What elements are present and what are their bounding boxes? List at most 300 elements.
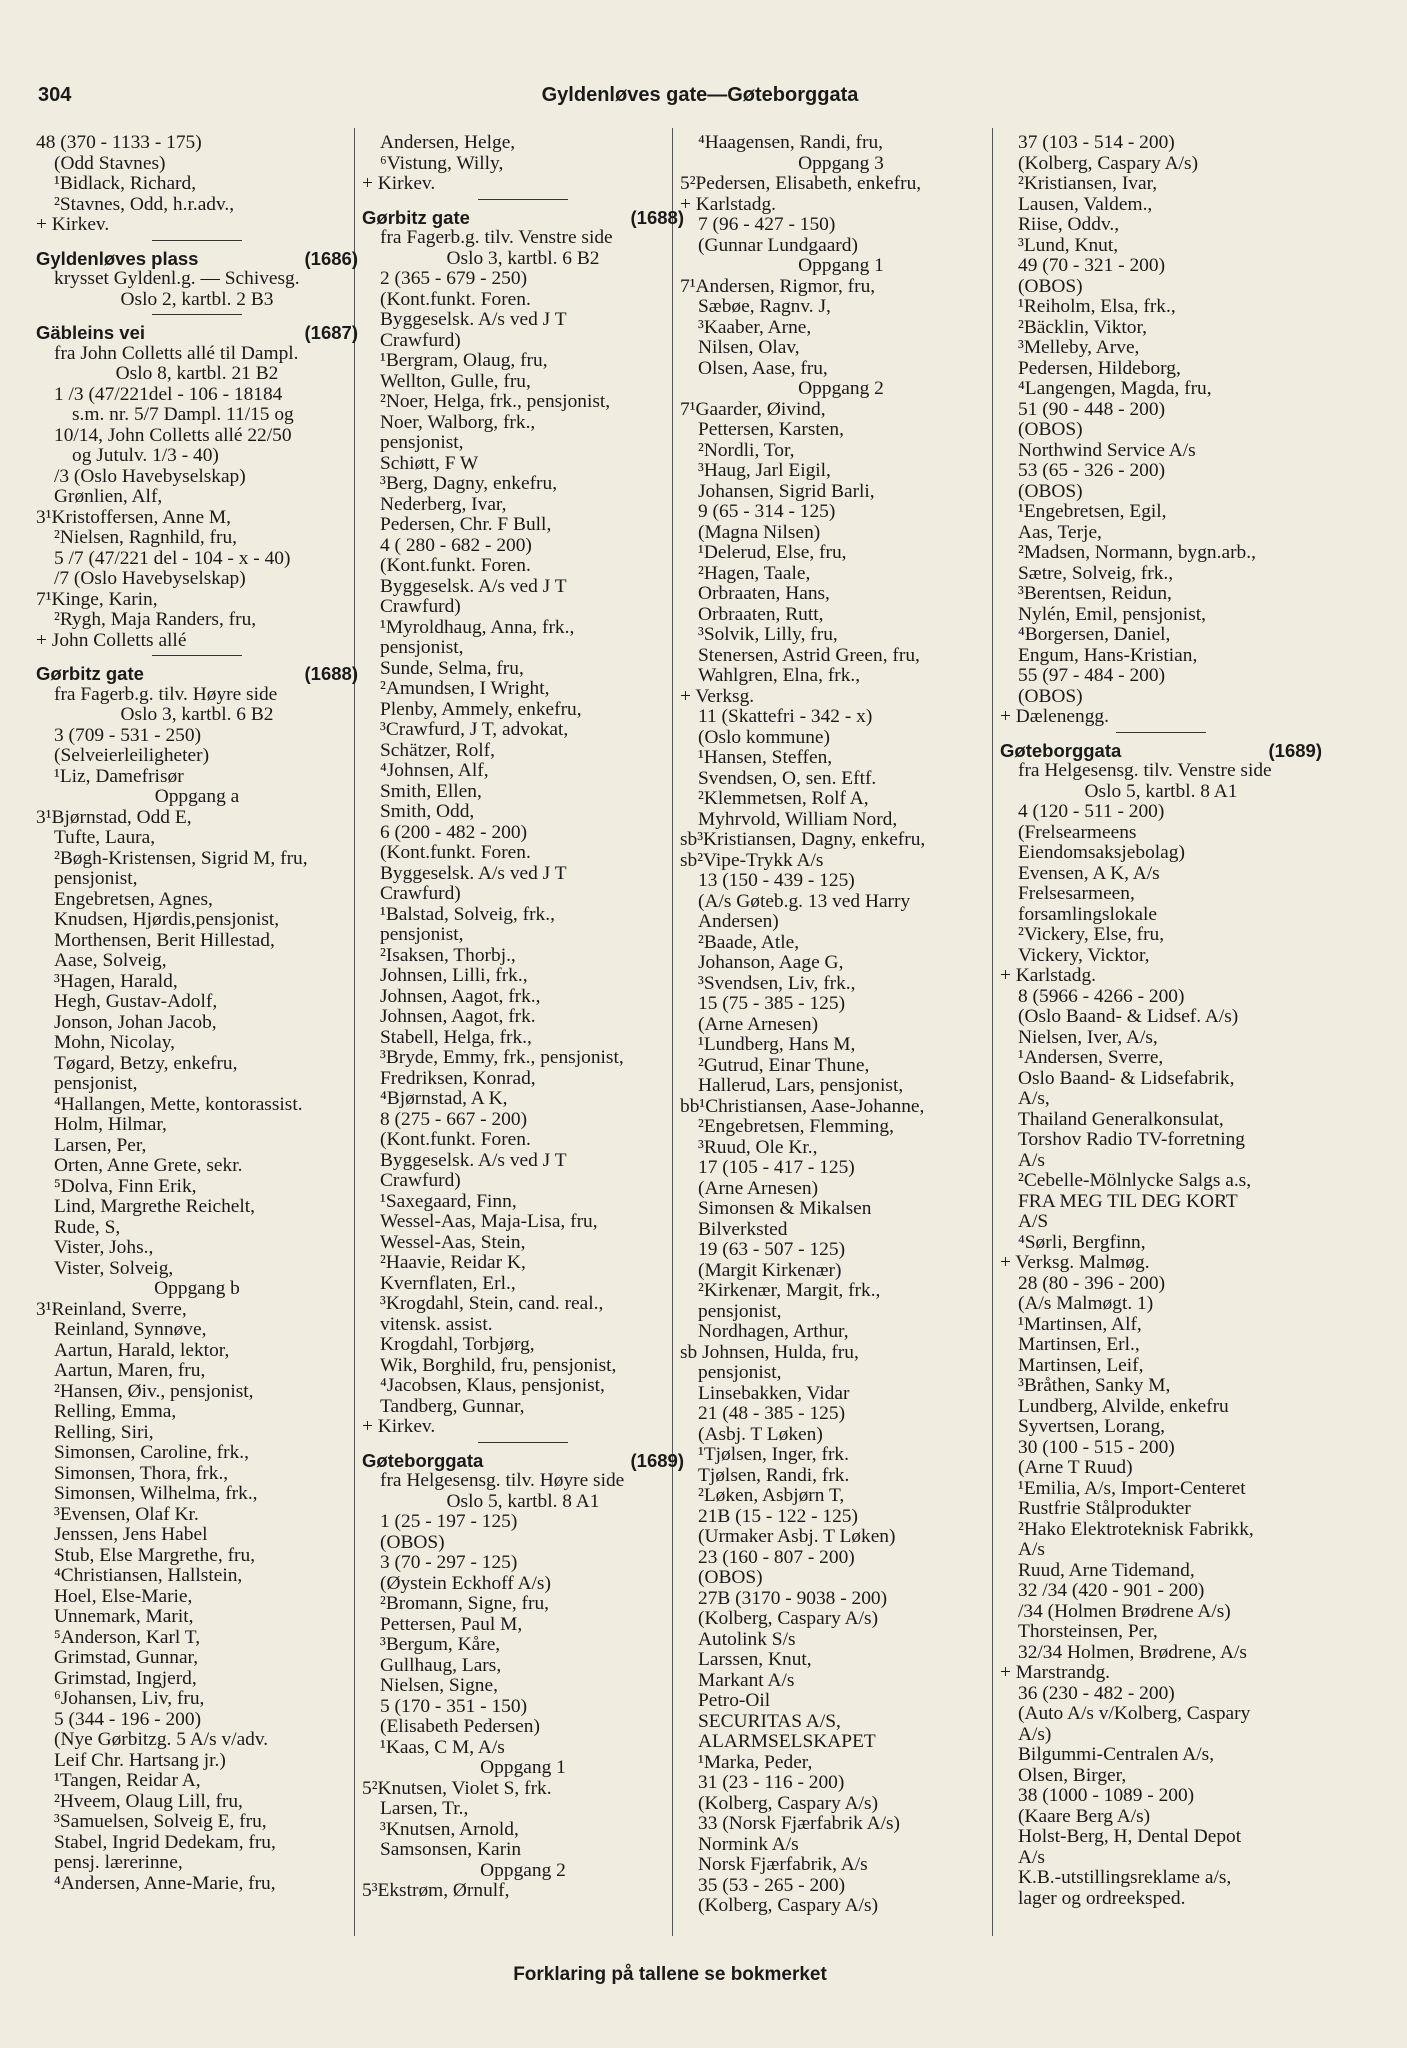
directory-line: ¹Lundberg, Hans M, [698,1034,856,1055]
directory-line: 51 (90 - 448 - 200) [1018,398,1166,420]
directory-line: Torshov Radio TV-forretning [1018,1129,1245,1150]
directory-line: Johnsen, Aagot, frk. [380,1006,536,1027]
directory-line: ⁴Bjørnstad, A K, [380,1088,508,1109]
street-name: Gøteborggata [362,1449,484,1471]
directory-line: ¹Martinsen, Alf, [1018,1313,1142,1335]
directory-line: 7¹Gaarder, Øivind, [680,398,826,420]
directory-line: 11 (Skattefri - 342 - x) [698,706,873,727]
directory-line: ¹Myroldhaug, Anna, frk., [380,616,575,638]
street-heading [36,664,358,685]
directory-line: Svendsen, O, sen. Eftf. [698,767,877,789]
directory-line: ²Madsen, Normann, bygn.arb., [1018,542,1256,563]
directory-line: ²Baade, Atle, [698,931,800,953]
directory-line: ³Evensen, Olaf Kr. [54,1503,199,1525]
directory-line: og Jutulv. 1/3 - 40) [72,445,219,466]
directory-line: (Kont.funkt. Foren. [380,842,531,863]
directory-line: Simonsen, Caroline, frk., [54,1442,249,1463]
directory-line: 13 (150 - 439 - 125) [698,870,855,891]
directory-line: ²Kristiansen, Ivar, [1018,173,1158,194]
directory-line: Oppgang a [154,786,240,807]
directory-line: Byggeselsk. A/s ved J T [380,862,567,884]
directory-line: 31 (23 - 116 - 200) [698,1772,845,1793]
directory-line: Myhrvold, William Nord, [698,808,898,830]
street-number: (1689) [630,1449,684,1471]
directory-line: fra Fagerb.g. tilv. Høyre side [54,683,278,705]
street-name: Gøteborggata [1000,739,1122,761]
directory-line: 3¹Bjørnstad, Odd E, [36,806,192,828]
directory-line: 23 (160 - 807 - 200) [698,1546,855,1568]
directory-line: Oslo 2, kartbl. 2 B3 [120,288,274,310]
directory-line: Martinsen, Erl., [1018,1334,1140,1355]
directory-line: (Kont.funkt. Foren. [380,1129,531,1150]
directory-line: Unnemark, Marit, [54,1606,194,1627]
directory-line: (Magna Nilsen) [698,521,821,543]
directory-line: (OBOS) [380,1531,445,1553]
directory-line: Oppgang 3 [798,152,884,174]
directory-line: + John Colletts allé [36,629,187,651]
directory-line: ³Kaaber, Arne, [698,316,812,338]
directory-line: 4 (120 - 511 - 200) [1018,801,1165,822]
directory-line: 32 /34 (420 - 901 - 200) [1018,1580,1205,1601]
directory-line: ¹Tangen, Reidar A, [54,1770,201,1791]
directory-line: Ruud, Arne Tidemand, [1018,1559,1195,1581]
directory-line: (Nye Gørbitzg. 5 A/s v/adv. [54,1729,269,1750]
directory-line: Morthensen, Berit Hillestad, [54,929,275,951]
directory-line: Byggeselsk. A/s ved J T [380,1149,567,1171]
directory-line: Orbraaten, Rutt, [698,603,824,625]
directory-line: pensjonist, [698,1300,782,1322]
directory-line: Wik, Borghild, fru, pensjonist, [380,1354,617,1376]
directory-line: 1 /3 (47/221del - 106 - 18184 [54,383,283,405]
directory-line: 55 (97 - 484 - 200) [1018,665,1166,686]
directory-line: Pettersen, Paul M, [380,1613,523,1635]
directory-line: Simonsen, Wilhelma, frk., [54,1483,258,1504]
directory-line: ³Crawfurd, J T, advokat, [380,719,569,740]
directory-line: 7 (96 - 427 - 150) [698,214,836,235]
directory-line: 2 (365 - 679 - 250) [380,268,528,289]
directory-line: Tjølsen, Randi, frk. [698,1464,850,1486]
directory-line: (Odd Stavnes) [54,152,166,174]
directory-column-1 [36,133,358,1968]
directory-line: Oppgang 1 [798,255,884,276]
directory-line: Johnsen, Lilli, frk., [380,965,528,986]
directory-line: Orten, Anne Grete, sekr. [54,1155,243,1176]
directory-line: Pedersen, Chr. F Bull, [380,514,552,535]
directory-line: (Frelsearmeens [1018,821,1137,843]
directory-line: + Marstrandg. [1000,1662,1111,1683]
directory-line: fra Helgesensg. tilv. Høyre side [380,1470,625,1491]
directory-line: Sunde, Selma, fru, [380,657,524,679]
directory-line: + Kirkev. [362,173,436,194]
directory-line: Stenersen, Astrid Green, fru, [698,644,920,666]
directory-line: Hegh, Gustav-Adolf, [54,991,218,1012]
directory-line: 37 (103 - 514 - 200) [1018,133,1175,153]
directory-line: Thailand Generalkonsulat, [1018,1108,1224,1130]
directory-line: ²Cebelle-Mölnlycke Salgs a.s, [1018,1170,1252,1191]
directory-line: ³Bergum, Kåre, [380,1634,501,1655]
directory-line: (Arne T Ruud) [1018,1457,1133,1478]
section-divider [152,314,242,315]
directory-line: ³Hagen, Harald, [54,970,178,992]
directory-line: Smith, Odd, [380,801,475,822]
directory-line: 8 (275 - 667 - 200) [380,1108,528,1130]
directory-line: Tufte, Laura, [54,827,156,848]
directory-line: Larssen, Knut, [698,1649,812,1670]
directory-line: (OBOS) [1018,480,1083,502]
directory-line: Grimstad, Gunnar, [54,1647,199,1668]
directory-line: 17 (105 - 417 - 125) [698,1157,855,1178]
directory-line: Knudsen, Hjørdis,pensjonist, [54,909,280,930]
directory-line: A/s [1018,1846,1045,1868]
directory-line: Crawfurd) [380,1170,461,1191]
directory-line: Hoel, Else-Marie, [54,1585,193,1607]
street-heading [362,208,684,229]
directory-line: ⁴Andersen, Anne-Marie, fru, [54,1872,276,1894]
directory-line: 5²Knutsen, Violet S, frk. [362,1777,552,1799]
directory-line: 4 ( 280 - 682 - 200) [380,534,532,556]
directory-line: 53 (65 - 326 - 200) [1018,460,1166,481]
directory-line: 6 (200 - 482 - 200) [380,821,528,843]
directory-line: Oslo 5, kartbl. 8 A1 [446,1490,600,1512]
street-heading [362,1451,684,1472]
directory-line: (Kaare Berg A/s) [1018,1805,1151,1827]
directory-line: ⁴Sørli, Bergfinn, [1018,1231,1146,1253]
directory-line: 7¹Kinge, Karin, [36,588,158,610]
street-name: Gyldenløves plass [36,247,199,269]
directory-line: + Karlstadg. [680,193,777,215]
directory-line: ²Bromann, Signe, fru, [380,1593,549,1614]
directory-line: Petro-Oil [698,1690,771,1711]
directory-line: ¹Engebretsen, Egil, [1018,501,1167,522]
directory-line: Engum, Hans-Kristian, [1018,644,1198,666]
directory-line: Normink A/s [698,1833,799,1855]
directory-line: 27B (3170 - 9038 - 200) [698,1587,888,1609]
footer-note: Forklaring på tallene se bokmerket [513,1964,827,1985]
directory-line: Nielsen, Iver, A/s, [1018,1026,1158,1048]
directory-line: ²Isaksen, Thorbj., [380,944,516,966]
directory-line: pensjonist, [54,868,138,889]
directory-line: Bilgummi-Centralen A/s, [1018,1744,1215,1765]
directory-line: sb³Kristiansen, Dagny, enkefru, [680,829,926,850]
directory-line: Oslo 8, kartbl. 21 B2 [115,363,279,384]
directory-line: + Verksg. Malmøg. [1000,1252,1150,1273]
directory-line: 49 (70 - 321 - 200) [1018,255,1166,276]
directory-line: ²Stavnes, Odd, h.r.adv., [54,193,235,215]
directory-line: Johnsen, Aagot, frk., [380,985,541,1007]
directory-line: Andersen, Helge, [380,133,516,153]
directory-line: 3¹Kristoffersen, Anne M, [36,506,232,528]
directory-line: ³Solvik, Lilly, fru, [698,624,838,645]
directory-line: Samsonsen, Karin [380,1839,522,1860]
directory-line: Tøgard, Betzy, enkefru, [54,1052,238,1074]
directory-line: ⁴Borgersen, Daniel, [1018,624,1171,645]
section-divider [152,240,242,241]
directory-line: Nordhagen, Arthur, [698,1321,849,1342]
directory-line: Larsen, Tr., [380,1798,469,1819]
directory-line: (OBOS) [1018,419,1083,440]
directory-line: Simonsen & Mikalsen [698,1198,872,1219]
directory-line: fra Fagerb.g. tilv. Venstre side [380,227,613,248]
directory-line: (Margit Kirkenær) [698,1259,842,1281]
directory-line: Smith, Ellen, [380,780,482,802]
directory-line: Oppgang 2 [480,1859,566,1881]
directory-line: ²Kirkenær, Margit, frk., [698,1280,881,1301]
directory-line: ²Hveem, Olaug Lill, fru, [54,1790,243,1812]
directory-column-4 [1000,133,1322,1968]
directory-line: (Kont.funkt. Foren. [380,555,531,576]
directory-line: Andersen) [698,911,779,932]
directory-line: 7¹Andersen, Rigmor, fru, [680,275,876,297]
directory-line: + Kirkev. [36,214,110,235]
directory-line: ¹Hansen, Steffen, [698,747,833,768]
directory-line: SECURITAS A/S, [698,1710,841,1732]
directory-line: ⁴Jacobsen, Klaus, pensjonist, [380,1375,605,1396]
directory-line: + Karlstadg. [1000,965,1097,986]
street-number: (1688) [304,663,358,684]
directory-line: (Arne Arnesen) [698,1013,819,1035]
directory-line: /34 (Holmen Brødrene A/s) [1018,1600,1231,1622]
directory-line: Eiendomsaksjebolag) [1018,842,1185,863]
directory-line: pensj. lærerinne, [54,1852,183,1873]
directory-line: Oslo 5, kartbl. 8 A1 [1084,780,1238,802]
directory-line: Oppgang 2 [798,378,884,399]
directory-line: Grønlien, Alf, [54,486,163,507]
section-divider [478,199,568,200]
directory-line: ¹Liz, Damefrisør [54,765,184,787]
directory-line: fra John Colletts allé til Dampl. [54,342,299,364]
directory-line: Olsen, Aase, fru, [698,357,828,379]
directory-line: (Asbj. T Løken) [698,1423,823,1445]
directory-line: Byggeselsk. A/s ved J T [380,309,567,330]
directory-line: sb²Vipe-Trykk A/s [680,849,824,871]
running-head: Gyldenløves gate—Gøteborggata [541,84,859,106]
directory-line: 33 (Norsk Fjærfabrik A/s) [698,1813,900,1834]
directory-line: 15 (75 - 385 - 125) [698,993,846,1014]
directory-line: ²Nielsen, Ragnhild, fru, [54,527,237,548]
directory-line: Rude, S, [54,1216,121,1238]
directory-line: ⁶Johansen, Liv, fru, [54,1688,205,1709]
directory-line: 21B (15 - 122 - 125) [698,1505,858,1527]
directory-line: (Kolberg, Caspary A/s) [1018,152,1199,174]
directory-line: Engebretsen, Agnes, [54,888,213,910]
directory-line: 5 (170 - 351 - 150) [380,1695,528,1717]
directory-line: ²Gutrud, Einar Thune, [698,1054,870,1076]
directory-line: krysset Gyldenl.g. — Schivesg. [54,268,300,289]
directory-line: Orbraaten, Hans, [698,583,830,604]
directory-line: Krogdahl, Torbjørg, [380,1334,535,1355]
directory-line: Jonson, Johan Jacob, [54,1011,217,1033]
directory-line: Stabell, Helga, frk., [380,1026,532,1048]
directory-line: ²Vickery, Else, fru, [1018,924,1165,945]
directory-line: Aas, Terje, [1018,521,1102,543]
directory-line: ¹Emilia, A/s, Import-Centeret [1018,1477,1246,1499]
directory-line: 3 (70 - 297 - 125) [380,1552,518,1573]
street-heading [36,323,358,344]
directory-line: 3¹Reinland, Sverre, [36,1298,187,1320]
directory-line: Simonsen, Thora, frk., [54,1462,229,1484]
directory-line: (Oslo kommune) [698,726,830,748]
directory-line: Bilverksted [698,1218,788,1240]
directory-line: 28 (80 - 396 - 200) [1018,1272,1166,1294]
directory-line: Nederberg, Ivar, [380,493,507,515]
directory-line: ²Hansen, Øiv., pensjonist, [54,1380,254,1402]
directory-line: ¹Marka, Peder, [698,1751,813,1773]
directory-line: ³Berg, Dagny, enkefru, [380,473,558,494]
directory-line: Rustfrie Stålprodukter [1018,1498,1191,1519]
directory-line: Byggeselsk. A/s ved J T [380,575,567,597]
directory-line: ¹Saxegaard, Finn, [380,1190,517,1212]
directory-line: ²Rygh, Maja Randers, fru, [54,609,257,630]
directory-line: Nylén, Emil, pensjonist, [1018,603,1206,625]
directory-line: 38 (1000 - 1089 - 200) [1018,1785,1195,1806]
directory-line: ⁶Vistung, Willy, [380,152,504,174]
directory-line: ²Hagen, Taale, [698,562,811,584]
directory-line: Wessel-Aas, Stein, [380,1231,526,1253]
directory-line: ³Haug, Jarl Eigil, [698,460,831,481]
directory-line: Riise, Oddv., [1018,214,1120,235]
directory-line: ²Noer, Helga, frk., pensjonist, [380,391,611,412]
directory-line: Wessel-Aas, Maja-Lisa, fru, [380,1211,598,1232]
street-heading [1000,741,1322,762]
section-divider [1116,732,1206,733]
directory-line: (Øystein Eckhoff A/s) [380,1572,551,1594]
directory-line: Lundberg, Alvilde, enkefru [1018,1395,1229,1417]
directory-line: Crawfurd) [380,329,461,351]
directory-line: (Arne Arnesen) [698,1177,819,1199]
directory-line: (Kolberg, Caspary A/s) [698,1792,879,1814]
directory-line: ²Bøgh-Kristensen, Sigrid M, fru, [54,847,308,869]
directory-line: Stub, Else Margrethe, fru, [54,1544,256,1566]
directory-line: ³Svendsen, Liv, frk., [698,972,856,994]
page-number: 304 [38,84,72,106]
directory-line: Markant A/s [698,1669,795,1691]
directory-line: + Verksg. [680,685,755,707]
directory-line: 21 (48 - 385 - 125) [698,1403,846,1424]
directory-line: Vickery, Vicktor, [1018,944,1150,966]
directory-line: ³Bryde, Emmy, frk., pensjonist, [380,1047,624,1068]
directory-column-3 [680,133,1002,1968]
directory-line: 5 (344 - 196 - 200) [54,1708,202,1730]
directory-line: Fredriksen, Konrad, [380,1067,536,1089]
directory-line: Grimstad, Ingjerd, [54,1667,197,1689]
street-number: (1688) [630,206,684,228]
directory-line: ⁴Johnsen, Alf, [380,760,489,781]
directory-line: Aartun, Harald, lektor, [54,1339,230,1361]
directory-line: ³Melleby, Arve, [1018,337,1140,358]
directory-line: ⁴Hallangen, Mette, kontorassist. [54,1093,303,1115]
directory-line: + Dælenengg. [1000,706,1109,727]
directory-line: + Kirkev. [362,1416,436,1437]
directory-line: Schätzer, Rolf, [380,739,495,761]
directory-line: Crawfurd) [380,596,461,617]
directory-line: Sæbøe, Ragnv. J, [698,296,831,317]
directory-line: pensjonist, [380,637,464,658]
directory-line: 48 (370 - 1133 - 175) [36,133,202,153]
directory-line: ³Berentsen, Reidun, [1018,583,1172,604]
directory-line: ¹Andersen, Sverre, [1018,1047,1164,1068]
directory-line: Vister, Solveig, [54,1257,174,1279]
directory-line: 10/14, John Colletts allé 22/50 [54,424,292,446]
directory-line: Linsebakken, Vidar [698,1382,850,1404]
directory-line: Frelsesarmeen, [1018,883,1135,904]
directory-line: Tandberg, Gunnar, [380,1395,525,1417]
directory-column-2 [362,133,684,1968]
street-number: (1687) [304,322,358,343]
directory-line: Northwind Service A/s [1018,439,1196,461]
directory-line: (Elisabeth Pedersen) [380,1716,540,1737]
directory-line: Sætre, Solveig, frk., [1018,562,1174,584]
directory-line: (Kolberg, Caspary A/s) [698,1608,879,1629]
directory-line: Gullhaug, Lars, [380,1654,502,1676]
directory-line: ¹Reiholm, Elsa, frk., [1018,296,1176,317]
directory-line: 30 (100 - 515 - 200) [1018,1436,1175,1458]
directory-line: ³Samuelsen, Solveig E, fru, [54,1811,267,1832]
directory-line: Evensen, A K, A/s [1018,862,1160,884]
directory-line: Lind, Margrethe Reichelt, [54,1196,256,1217]
directory-line: Schiøtt, F W [380,452,479,474]
directory-line: 8 (5966 - 4266 - 200) [1018,985,1185,1007]
directory-line: Wahlgren, Elna, frk., [698,665,861,686]
directory-line: ³Knutsen, Arnold, [380,1818,519,1840]
directory-line: Oppgang b [154,1278,240,1299]
directory-line: ¹Delerud, Else, fru, [698,542,847,563]
directory-line: ¹Balstad, Solveig, frk., [380,903,555,925]
section-divider [478,1442,568,1443]
directory-line: Pettersen, Karsten, [698,419,844,440]
directory-line: ²Klemmetsen, Rolf A, [698,788,869,809]
directory-line: pensjonist, [698,1362,782,1383]
directory-line: FRA MEG TIL DEG KORT [1018,1190,1238,1212]
directory-line: ⁵Dolva, Finn Erik, [54,1175,197,1197]
directory-line: Oppgang 1 [480,1757,566,1778]
directory-line: Syvertsen, Lorang, [1018,1416,1166,1437]
directory-line: 3 (709 - 531 - 250) [54,724,202,746]
directory-line: Aase, Solveig, [54,950,167,971]
directory-line: ²Engebretsen, Flemming, [698,1116,894,1137]
street-name: Gørbitz gate [362,206,470,228]
directory-line: (Selveierleiligheter) [54,745,210,766]
directory-line: Mohn, Nicolay, [54,1032,175,1053]
directory-line: Vister, Johs., [54,1237,154,1258]
directory-line: K.B.-utstillingsreklame a/s, [1018,1867,1232,1888]
directory-line: ALARMSELSKAPET [698,1731,876,1752]
directory-line: 36 (230 - 482 - 200) [1018,1682,1175,1704]
directory-line: bb¹Christiansen, Aase-Johanne, [680,1095,925,1117]
directory-line: ⁴Christiansen, Hallstein, [54,1565,243,1586]
directory-line: ⁴Haagensen, Randi, fru, [698,133,883,153]
directory-line: ²Bäcklin, Viktor, [1018,316,1148,338]
directory-line: 32/34 Holmen, Brødrene, A/s [1018,1641,1247,1663]
directory-line: 5³Ekstrøm, Ørnulf, [362,1880,510,1901]
directory-line: Johansen, Sigrid Barli, [698,480,875,502]
directory-line: ²Løken, Asbjørn T, [698,1485,845,1506]
directory-line: A/S [1018,1211,1049,1232]
directory-line: Noer, Walborg, frk., [380,411,536,433]
street-number: (1686) [304,247,358,269]
directory-line: ⁵Anderson, Karl T, [54,1626,201,1648]
section-divider [152,655,242,656]
directory-line: ¹Bidlack, Richard, [54,173,197,194]
directory-line: (Urmaker Asbj. T Løken) [698,1526,896,1547]
directory-line: forsamlingslokale [1018,903,1157,925]
directory-line: Pedersen, Hildeborg, [1018,357,1181,379]
directory-line: 35 (53 - 265 - 200) [698,1874,846,1896]
directory-line: ¹Bergram, Olaug, fru, [380,350,548,371]
street-heading [36,249,358,270]
directory-line: pensjonist, [380,432,464,453]
street-number: (1689) [1268,739,1322,761]
directory-line: ²Nordli, Tor, [698,439,795,461]
